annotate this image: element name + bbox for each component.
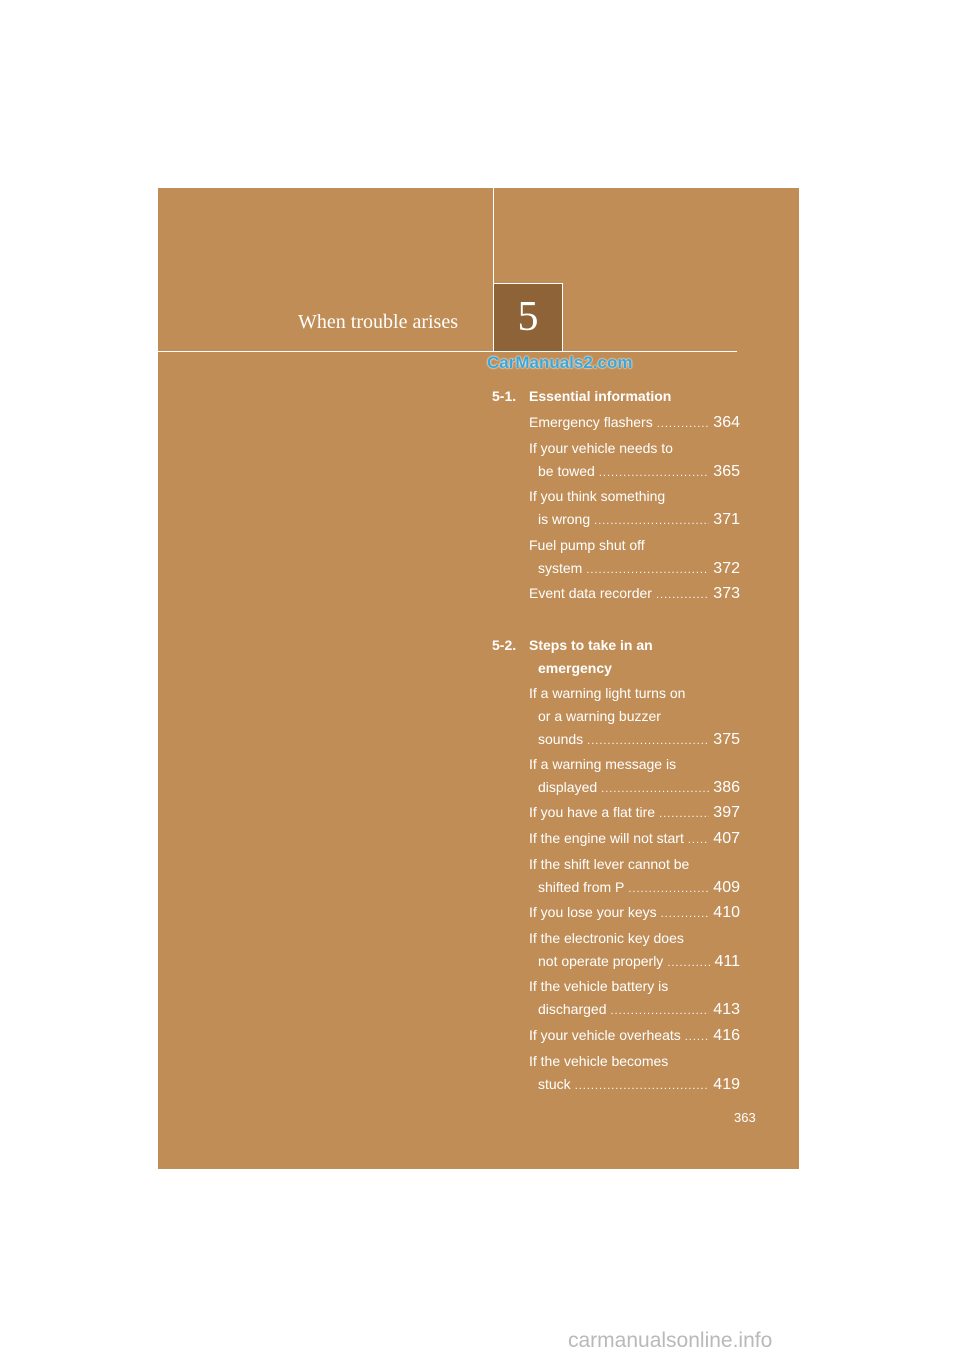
section-number: 5-1. (492, 388, 517, 404)
toc-entry[interactable] (529, 1024, 740, 1049)
leader-dots (656, 584, 709, 607)
toc-entry-text: not operate properly (538, 953, 664, 969)
toc-entry[interactable] (529, 901, 740, 926)
leader-dots (587, 730, 709, 753)
leader-dots (586, 559, 709, 582)
toc-page-number: 410 (713, 904, 740, 921)
toc-page-number: 409 (713, 879, 740, 896)
leader-dots (594, 510, 709, 533)
toc-entry-text: displayed (538, 779, 598, 795)
toc-entry-text: If you have a flat tire (529, 804, 656, 820)
toc-page-number: 375 (713, 731, 740, 748)
toc-entry-text: If the shift lever cannot be (529, 856, 690, 872)
chapter-title: When trouble arises (298, 311, 458, 333)
toc-entry[interactable] (529, 485, 740, 533)
toc-entry-text: If the vehicle battery is (529, 978, 669, 994)
toc-entry-text: shifted from P (538, 879, 625, 895)
page-number: 363 (734, 1110, 756, 1125)
section-title-line2: emergency (538, 660, 612, 676)
toc-entry-text: or a warning buzzer (538, 708, 661, 724)
leader-dots (688, 829, 709, 852)
toc-entry-text: sounds (538, 731, 584, 747)
leader-dots (628, 878, 709, 901)
toc-page-number: 386 (713, 779, 740, 796)
toc-entry-text: Fuel pump shut off (529, 537, 645, 553)
watermark-top[interactable]: CarManuals2.com (487, 353, 633, 372)
leader-dots (599, 462, 709, 485)
toc-entry[interactable] (529, 827, 740, 852)
section-title: Steps to take in an (529, 637, 653, 653)
toc-page-number: 419 (713, 1076, 740, 1093)
toc-page-number: 373 (713, 585, 740, 602)
toc-entry-text: If the electronic key does (529, 930, 684, 946)
toc-entry[interactable] (529, 534, 740, 582)
leader-dots (575, 1075, 710, 1098)
toc-entry-text: be towed (538, 463, 595, 479)
section-number: 5-2. (492, 637, 517, 653)
toc-entry[interactable] (529, 411, 740, 436)
leader-dots (659, 803, 709, 826)
toc-entry-text: If your vehicle needs to (529, 440, 673, 456)
toc-entry-text: stuck (538, 1076, 571, 1092)
toc-entry-text: If you think something (529, 488, 666, 504)
toc-entry[interactable] (529, 975, 740, 1023)
horizontal-divider (158, 351, 737, 352)
toc-entry[interactable] (529, 582, 740, 607)
toc-entry[interactable] (529, 437, 740, 485)
toc-entry-text: If a warning light turns on (529, 685, 686, 701)
toc-entry-text: Emergency flashers (529, 414, 653, 430)
toc-page-number: 364 (713, 414, 740, 431)
toc-entry-text: system (538, 560, 583, 576)
leader-dots (657, 413, 710, 436)
leader-dots (661, 903, 710, 926)
toc-page-number: 413 (713, 1001, 740, 1018)
toc-page-number: 397 (713, 804, 740, 821)
toc-entry-text: discharged (538, 1001, 607, 1017)
section-title: Essential information (529, 388, 672, 404)
toc-page-number: 365 (713, 463, 740, 480)
chapter-number: 5 (494, 283, 563, 351)
watermark-bottom[interactable]: carmanualsonline.info (568, 1329, 773, 1352)
toc-page-number: 371 (713, 511, 740, 528)
toc-entry[interactable] (529, 853, 740, 901)
toc-entry-text: If you lose your keys (529, 904, 657, 920)
toc-entry-text: is wrong (538, 511, 591, 527)
leader-dots (685, 1026, 710, 1049)
leader-dots (601, 778, 709, 801)
leader-dots (611, 1000, 710, 1023)
toc-entry-text: If a warning message is (529, 756, 677, 772)
toc-page-number: 407 (713, 830, 740, 847)
toc-entry-text: Event data recorder (529, 585, 652, 601)
toc-entry[interactable] (529, 753, 740, 801)
toc-entry[interactable] (529, 682, 740, 753)
toc-page-number: 416 (713, 1027, 740, 1044)
toc-entry-text: If the vehicle becomes (529, 1053, 669, 1069)
leader-dots (667, 952, 710, 975)
toc-page-number: 411 (714, 953, 740, 970)
toc-entry-text: If the engine will not start (529, 830, 684, 846)
toc-entry[interactable] (529, 927, 740, 975)
toc-page-number: 372 (713, 560, 740, 577)
toc-entry[interactable] (529, 1050, 740, 1098)
toc-entry[interactable] (529, 801, 740, 826)
toc-entry-text: If your vehicle overheats (529, 1027, 681, 1043)
